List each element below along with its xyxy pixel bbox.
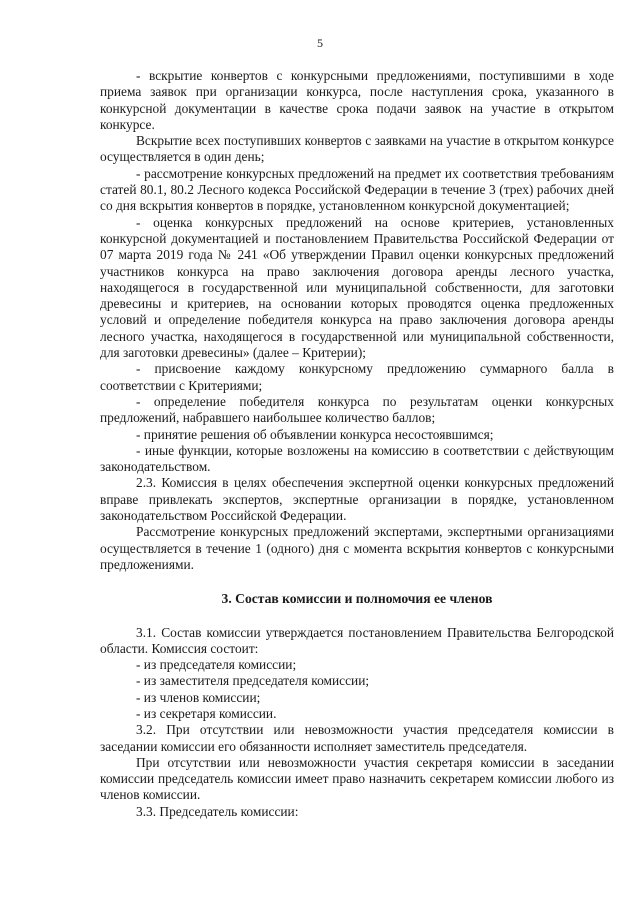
paragraph: 3.2. При отсутствии или невозможности участия председателя комиссии в заседании комиссии его обязанности исполняет заместитель председателя. [100, 722, 614, 754]
paragraph: - вскрытие конвертов с конкурсными предложениями, поступившими в ходе приема заявок при организации конкурса, после наступления срока, указанного в конкурсной документации в качестве срока подачи заявок на участие в открытом конкурсе. [100, 68, 614, 132]
paragraph: - присвоение каждому конкурсному предложению суммарного балла в соответствии с Критериями; [100, 361, 614, 393]
list-item: - из секретаря комиссии. [136, 705, 277, 721]
list-item: - из членов комиссии; [136, 689, 261, 705]
paragraph: - рассмотрение конкурсных предложений на предмет их соответствия требованиям статей 80.1, 80.2 Лесного кодекса Российской Федерации в течение 3 (трех) рабочих дней со дня вскрытия конвертов в порядке, установленном конкурсной документацией; [100, 165, 614, 214]
section-heading: 3. Состав комиссии и полномочия ее членов [221, 591, 493, 607]
paragraph: - определение победителя конкурса по результатам оценки конкурсных предложений, набравшего наибольшее количество баллов; [100, 393, 614, 426]
paragraph: - принятие решения об объявлении конкурса несостоявшимся; [136, 426, 494, 442]
list-item: - из председателя комиссии; [136, 657, 297, 673]
paragraph: 3.1. Состав комиссии утверждается постановлением Правительства Белгородской области. Комиссия состоит: [100, 624, 614, 656]
paragraph: Рассмотрение конкурсных предложений экспертами, экспертными организациями осуществляется в течение 1 (одного) дня с момента вскрытия конвертов с конкурсными предложениями. [100, 524, 614, 572]
page-number: 5 [317, 36, 323, 50]
paragraph: - оценка конкурсных предложений на основе критериев, установленных конкурсной документацией и постановлением Правительства Российской Федерации от 07 марта 2019 года № 241 «Об утверждении Правил оценки конкурсных предложений участников конкурса на право заключения договора аренды лесного участка, находящегося в государственной или муниципальной собственности, для заготовки древесины и критериев, на основании которых проводятся оценка предложенных условий и определение победителя конкурса на право заключения договора аренды лесного участка, находящегося в государственной или муниципальной собственности, для заготовки древесины» (далее – Критерии); [100, 214, 614, 361]
document-body [100, 68, 614, 820]
list-item: - из заместителя председателя комиссии; [136, 673, 370, 689]
paragraph: Вскрытие всех поступивших конвертов с заявками на участие в открытом конкурсе осуществляется в один день; [100, 133, 614, 165]
paragraph: При отсутствии или невозможности участия секретаря комиссии в заседании комиссии председатель комиссии имеет право назначить секретарем комиссии любого из членов комиссии. [100, 754, 614, 803]
paragraph: 3.3. Председатель комиссии: [136, 803, 299, 819]
paragraph: - иные функции, которые возложены на комиссию в соответствии с действующим законодательством. [100, 442, 614, 475]
paragraph: 2.3. Комиссия в целях обеспечения экспертной оценки конкурсных предложений вправе привлекать экспертов, экспертные организации в порядке, установленном законодательством Российской Федерации. [100, 475, 614, 524]
